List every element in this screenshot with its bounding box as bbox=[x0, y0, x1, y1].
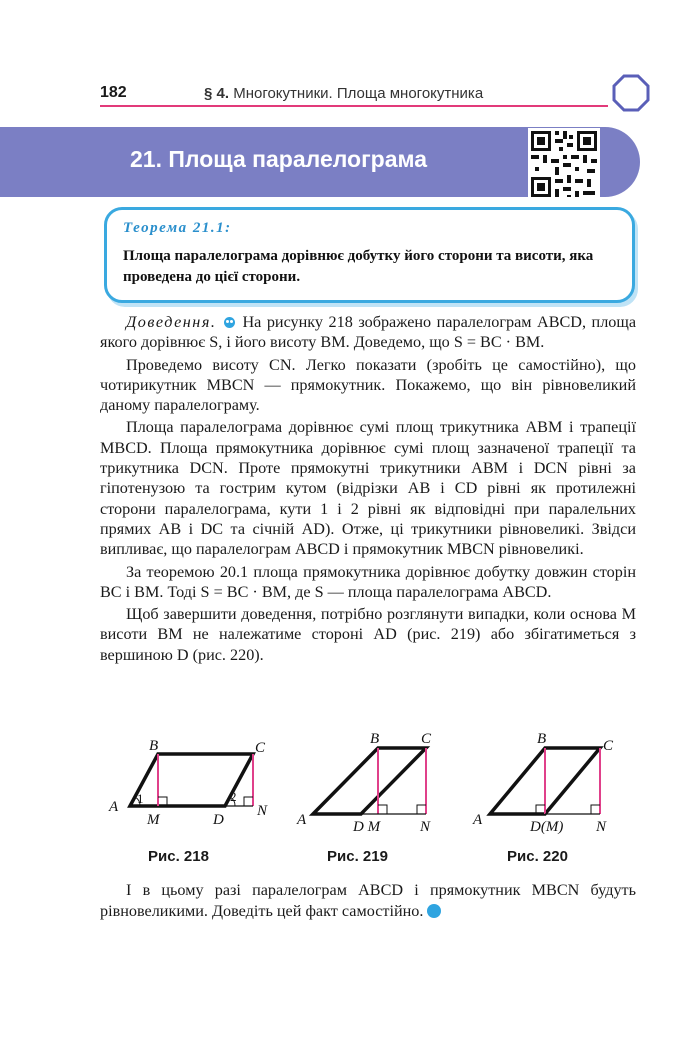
label-a: A bbox=[109, 799, 119, 815]
proof-body bbox=[100, 312, 636, 667]
caption-218: Рис. 218 bbox=[148, 848, 209, 865]
right-angle-mark bbox=[378, 805, 387, 814]
angle-label-2: 2 bbox=[230, 789, 237, 804]
label-b: B bbox=[537, 731, 547, 747]
angle-label-1: 1 bbox=[137, 791, 144, 806]
proof-paragraph-3: Площа паралелограма дорівнює сумі площ трикутника ABM і трапеції MBCD. Площа прямокутника дорівнює сумі площ зазначеної трапеції та трикутника DCN. Проте прямокутні трикутники ABM і DCN рівні за гіпотенузою та гострим кутом (відрізки AB і CD рівні як протилежні сторони паралелограма, кути 1 і 2 рівні як відповідні при паралельних прямих AB і DC та січній AD). Отже, ці трикутники рівновеликі. Звідси випливає, що паралелограм ABCD і прямокутник MBCN рівновеликі. bbox=[100, 418, 636, 559]
section-title: Многокутники. Площа многокутника bbox=[233, 85, 484, 102]
right-angle-mark bbox=[591, 805, 600, 814]
label-dm: D(M) bbox=[530, 819, 564, 835]
caption-219: Рис. 219 bbox=[327, 848, 388, 865]
label-c: C bbox=[421, 731, 432, 747]
proof-word: Доведення. bbox=[126, 313, 217, 331]
section-header bbox=[204, 85, 483, 102]
label-c: C bbox=[255, 740, 266, 756]
figure-220 bbox=[470, 730, 625, 840]
right-angle-mark bbox=[244, 797, 253, 806]
caption-220: Рис. 220 bbox=[507, 848, 568, 865]
closing-paragraph bbox=[100, 880, 636, 922]
header-rule bbox=[100, 105, 608, 107]
right-angle-mark bbox=[417, 805, 426, 814]
label-m: M bbox=[147, 812, 160, 828]
proof-paragraph-5: Щоб завершити доведення, потрібно розглянути випадки, коли основа M висоти BM не належатиме стороні AD (рис. 219) або збігатиметься з вершиною D (рис. 220). bbox=[100, 605, 636, 664]
octagon-icon bbox=[612, 74, 650, 112]
qr-code-icon[interactable] bbox=[528, 128, 600, 200]
label-n: N bbox=[257, 803, 268, 819]
label-n: N bbox=[420, 819, 431, 835]
proof-paragraph-2: Проведемо висоту CN. Легко показати (зробіть це самостійно), що чотирикутник MBCN — прямокутник. Покажемо, що він рівновеликий даному паралелограму. bbox=[100, 355, 636, 415]
proof-paragraph-4: За теоремою 20.1 площа прямокутника дорівнює добутку довжин сторін BC і BM. Тоді S = BC · BM, де S — площа паралелограма ABCD. bbox=[100, 562, 636, 601]
label-dm: D M bbox=[353, 819, 381, 835]
paragraph-text: На рисунку 218 зображено паралелограм ABCD, площа якого дорівнює S, і його висоту BM. Доведемо, що S = BC · BM. bbox=[100, 313, 637, 352]
label-b: B bbox=[370, 731, 380, 747]
label-d: D bbox=[213, 812, 224, 828]
label-n: N bbox=[596, 819, 607, 835]
label-a: A bbox=[473, 812, 483, 828]
page-number: 182 bbox=[100, 84, 127, 101]
end-of-proof-icon bbox=[427, 904, 441, 918]
figure-219 bbox=[295, 730, 445, 840]
parallelogram-abcd bbox=[313, 748, 426, 814]
label-a: A bbox=[297, 812, 307, 828]
section-label: § 4. bbox=[204, 85, 230, 102]
figure-218 bbox=[105, 735, 280, 830]
closing-text: І в цьому разі паралелограм ABCD і прямокутник MBCN будуть рівновеликими. Доведіть цей факт самостійно. bbox=[100, 881, 636, 920]
theorem-label: Теорема 21.1: bbox=[123, 220, 232, 236]
proof-start-icon bbox=[224, 317, 235, 328]
label-b: B bbox=[149, 738, 159, 754]
proof-paragraph-1 bbox=[100, 312, 636, 353]
page-title: 21. Площа паралелограма bbox=[130, 146, 428, 172]
theorem-text: Площа паралелограма дорівнює добутку його сторони та висоти, яка проведена до цієї сторони. bbox=[123, 248, 594, 285]
theorem-box bbox=[104, 207, 635, 303]
label-c: C bbox=[603, 738, 614, 754]
